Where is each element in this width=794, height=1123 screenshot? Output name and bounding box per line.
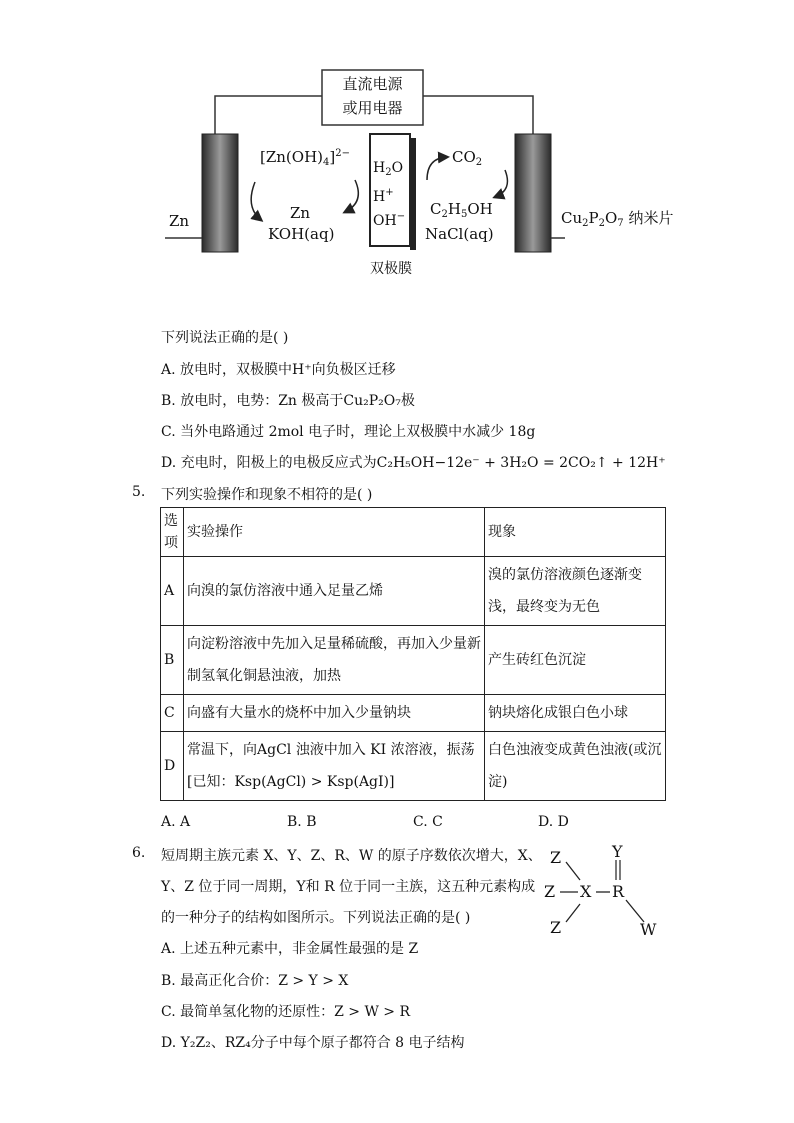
power-box-line2: 或用电器: [342, 99, 403, 117]
q6-stem-line2: Y、Z 位于同一周期，Y和 R 位于同一主族，这五种元素构成: [161, 879, 536, 895]
q4-stem: 下列说法正确的是( ): [161, 330, 289, 346]
zn-electrode: [202, 134, 238, 252]
q5-choice-d: D. D: [538, 814, 569, 830]
ethanol-species: $C_2H_5OH$: [430, 200, 493, 220]
cu-electrode: [515, 134, 551, 252]
q5-choice-a: A. A: [161, 814, 191, 830]
table-header-row: [161, 508, 666, 557]
q4-option-d: D. 充电时，阳极上的电极反应式为C₂H₅OH−12e⁻ + 3H₂O = 2CO₂↑ + 12H⁺: [161, 455, 666, 471]
q6-option-a: A. 上述五种元素中，非金属性最强的是 Z: [161, 941, 419, 957]
cu-electrode-label: $Cu_2P_2O_7$ 纳米片: [561, 209, 674, 229]
row-b-label: B: [161, 626, 184, 695]
header-phenomenon: 现象: [485, 508, 666, 557]
row-c-label: C: [161, 695, 184, 732]
q6-option-c: C. 最简单氢化物的还原性：Z > W > R: [161, 1004, 411, 1020]
cell-diagram: [165, 62, 690, 287]
table-row: [161, 695, 666, 732]
zincate-ion: $[Zn(OH)_4]^{2-}$: [260, 148, 351, 168]
atom-r: R: [612, 882, 625, 901]
membrane-species: $H_2O$ H+ OH−: [373, 160, 406, 229]
q4-option-a: A. 放电时，双极膜中H⁺向负极区迁移: [161, 362, 396, 378]
atom-w: W: [640, 920, 657, 939]
experiment-table: [160, 507, 666, 801]
header-option: 选项: [161, 508, 184, 557]
cell-diagram-svg: [165, 62, 690, 287]
q6-stem-line1: 短周期主族元素 X、Y、Z、R、W 的原子序数依次增大，X、: [161, 848, 542, 864]
membrane-label: 双极膜: [370, 261, 412, 277]
zn-species: Zn: [290, 204, 311, 222]
atom-z-bottom: Z: [550, 918, 562, 937]
atom-z-left: Z: [544, 882, 556, 901]
row-d-label: D: [161, 732, 184, 801]
row-d-phenomenon: 白色浊液变成黄色浊液(或沉淀): [485, 732, 666, 801]
table-row: [161, 732, 666, 801]
row-a-operation: 向溴的氯仿溶液中通入足量乙烯: [184, 557, 485, 626]
q4-option-c: C. 当外电路通过 2mol 电子时，理论上双极膜中水减少 18g: [161, 424, 536, 440]
table-row: [161, 626, 666, 695]
q6-stem-line3: 的一种分子的结构如图所示。下列说法正确的是( ): [161, 910, 471, 926]
koh-electrolyte: KOH(aq): [268, 225, 335, 243]
row-c-phenomenon: 钠块熔化成银白色小球: [485, 695, 666, 732]
row-d-operation: 常温下，向AgCl 浊液中加入 KI 浓溶液，振荡[已知：Ksp(AgCl) > Ksp(AgI)]: [184, 732, 485, 801]
q6-option-b: B. 最高正化合价：Z > Y > X: [161, 973, 349, 989]
row-a-phenomenon: 溴的氯仿溶液颜色逐渐变浅，最终变为无色: [485, 557, 666, 626]
q5-stem: 下列实验操作和现象不相符的是( ): [161, 487, 373, 503]
atom-y: Y: [612, 842, 623, 861]
atom-x: X: [580, 882, 592, 901]
q5-choice-c: C. C: [413, 814, 443, 830]
nacl-electrolyte: NaCl(aq): [425, 225, 494, 243]
row-b-phenomenon: 产生砖红色沉淀: [485, 626, 666, 695]
q6-option-d: D. Y₂Z₂、RZ₄分子中每个原子都符合 8 电子结构: [161, 1035, 465, 1051]
molecule-structure: [540, 842, 665, 942]
power-box-line1: 直流电源: [342, 75, 403, 93]
q5-choice-b: B. B: [287, 814, 317, 830]
row-c-operation: 向盛有大量水的烧杯中加入少量钠块: [184, 695, 485, 732]
zn-electrode-label: Zn: [169, 212, 190, 230]
row-b-operation: 向淀粉溶液中先加入足量稀硫酸，再加入少量新制氢氧化铜悬浊液，加热: [184, 626, 485, 695]
header-operation: 实验操作: [184, 508, 485, 557]
table-row: [161, 557, 666, 626]
atom-z-top: Z: [550, 848, 562, 867]
co2-species: $CO_2$: [452, 148, 483, 168]
q4-option-b: B. 放电时，电势：Zn 极高于Cu₂P₂O₇极: [161, 393, 415, 409]
q6-number: 6.: [132, 845, 146, 861]
q5-number: 5.: [132, 484, 146, 500]
row-a-label: A: [161, 557, 184, 626]
